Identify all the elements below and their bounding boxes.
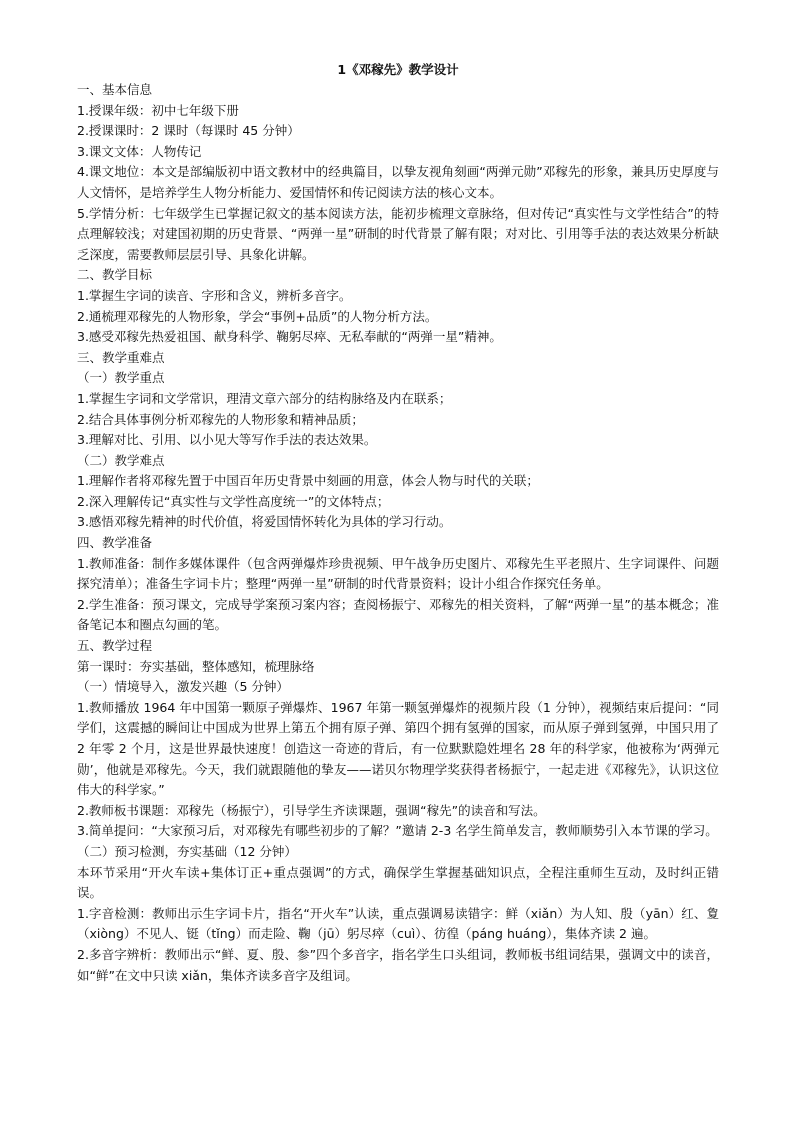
document-title: 1《邓稼先》教学设计 [337,62,459,77]
paragraph: 2.教师板书课题：邓稼先（杨振宁），引导学生齐读课题，强调“稼先”的读音和写法。 [77,802,546,818]
paragraph: 2.学生准备：预习课文，完成导学案预习案内容；查阅杨振宁、邓稼先的相关资料，了解“两弹一星”的基本概念；准备笔记本和圈点勾画的笔。 [77,596,719,633]
paragraph: （一）情境导入，激发兴趣（5 分钟） [77,679,289,695]
paragraph: 1.字音检测：教师出示生字词卡片，指名“开火车”认读，重点强调易读错字：鲜（xiǎn）为人知、殷（yān）红、夐（xiòng）不见人、铤（tǐng）而走险、鞠（jū）躬尽瘁（cuì）、彷徨（páng huáng），集体齐读 2 遍。 [77,905,719,942]
paragraph: 1.教师播放 1964 年中国第一颗原子弹爆炸、1967 年第一颗氢弹爆炸的视频片段（1 分钟），视频结束后提问：“同学们，这震撼的瞬间让中国成为世界上第五个拥有原子弹、第四个拥有氢弹的国家，而从原子弹到氢弹，中国只用了 2 年零 2 个月，这是世界最快速度！创造这一奇迹的背后，有一位默默隐姓埋名 28 年的科学家，他被称为‘两弹元勋’，他就是邓稼先。今天，我们就跟随他的挚友——诺贝尔物理学奖获得者杨振宁，一起走进《邓稼先》，认识这位伟大的科学家。” [77,699,719,798]
paragraph: 五、教学过程 [77,638,153,654]
paragraph: 4.课文地位：本文是部编版初中语文教材中的经典篇目，以挚友视角刻画“两弹元勋”邓稼先的形象，兼具历史厚度与人文情怀，是培养学生人物分析能力、爱国情怀和传记阅读方法的核心文本。 [77,164,719,200]
paragraph: 2.结合具体事例分析邓稼先的人物形象和精神品质； [77,411,364,427]
paragraph: 1.教师准备：制作多媒体课件（包含两弹爆炸珍贵视频、甲午战争历史图片、邓稼先生平老照片、生字词课件、问题探究清单）；准备生字词卡片；整理“两弹一星”研制的时代背景资料；设计小组合作探究任务单。 [77,555,719,592]
paragraph: 3.理解对比、引用、以小见大等写作手法的表达效果。 [77,432,377,448]
paragraph: 3.感受邓稼先热爱祖国、献身科学、鞠躬尽瘁、无私奉献的“两弹一星”精神。 [77,329,502,345]
paragraph: 2.多音字辨析：教师出示“鲜、夏、殷、参”四个多音字，指名学生口头组词，教师板书组词结果，强调文中的读音，如“鲜”在文中只读 xiǎn，集体齐读多音字及组词。 [77,946,719,983]
paragraph: 2.深入理解传记“真实性与文学性高度统一”的文体特点； [77,493,390,509]
paragraph: 3.课文文体：人物传记 [77,143,202,159]
paragraph: 1.掌握生字词的读音、字形和含义，辨析多音字。 [77,287,352,303]
paragraph: 一、基本信息 [77,82,153,97]
paragraph: 2.通梳理邓稼先的人物形象，学会“事例+品质”的人物分析方法。 [77,308,438,324]
paragraph: 1.授课年级：初中七年级下册 [77,102,239,118]
paragraph: 3.感悟邓稼先精神的时代价值，将爱国情怀转化为具体的学习行动。 [77,514,452,530]
paragraph: 2.授课课时：2 课时（每课时 45 分钟） [77,123,300,139]
paragraph: （二）预习检测，夯实基础（12 分钟） [77,843,297,859]
paragraph: 三、教学重难点 [77,349,165,365]
paragraph: 第一课时：夯实基础，整体感知，梳理脉络 [77,658,315,674]
paragraph: （二）教学难点 [77,452,165,468]
paragraph: 本环节采用“开火车读+集体订正+重点强调”的方式，确保学生掌握基础知识点，全程注重师生互动，及时纠正错误。 [77,864,719,901]
paragraph: 1.理解作者将邓稼先置于中国百年历史背景中刻画的用意，体会人物与时代的关联； [77,473,539,489]
paragraph: 5.学情分析：七年级学生已掌握记叙文的基本阅读方法，能初步梳理文章脉络，但对传记“真实性与文学性结合”的特点理解较浅；对建国初期的历史背景、“两弹一星”研制的时代背景了解有限；对对比、引用等手法的表达效果分析缺乏深度，需要教师层层引导、具象化讲解。 [77,205,719,262]
paragraph: 四、教学准备 [77,535,153,551]
paragraph: 3.简单提问：“大家预习后，对邓稼先有哪些初步的了解？”邀请 2-3 名学生简单发言，教师顺势引入本节课的学习。 [77,823,718,839]
paragraph: （一）教学重点 [77,370,165,386]
paragraph: 二、教学目标 [77,267,153,283]
document-body [77,80,719,986]
document-page [77,60,719,986]
paragraph: 1.掌握生字词和文学常识，理清文章六部分的结构脉络及内在联系； [77,390,452,406]
